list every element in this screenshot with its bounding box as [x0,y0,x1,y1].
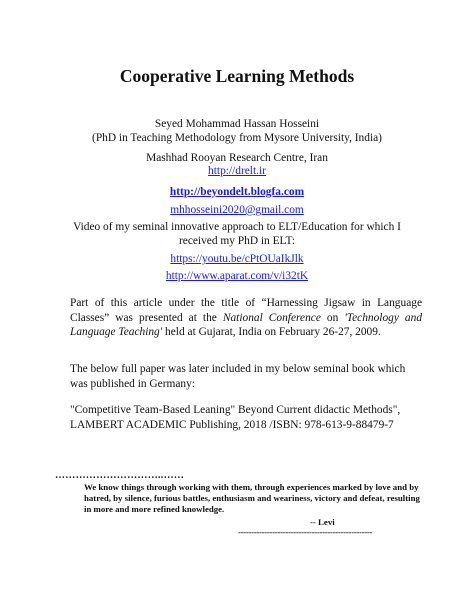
email-link[interactable]: mhhosseini2020@gmail.com [170,204,304,216]
conference-name: National Conference [222,311,321,324]
blog-link[interactable]: http://beyondelt.blogfa.com [169,186,305,198]
author-degree: (PhD in Teaching Methodology from Mysore University, India) [92,132,382,144]
conference-text-2: on [320,311,345,324]
conference-theme: 'Technology and Language Teaching' [70,311,423,338]
author-name: Seyed Mohammad Hassan Hosseini [154,118,320,130]
conference-text-3: held at Gujarat, India on February 26-27, 2009. [162,326,381,338]
document-title: Cooperative Learning Methods [119,66,355,86]
author-affiliation: Mashhad Rooyan Research Centre, Iran [146,152,328,164]
footnote-separator: …………………………..…… [55,470,185,481]
video-intro-line1: Video of my seminal innovative approach to ELT/Education for which I [73,221,401,233]
aparat-link[interactable]: http://www.aparat.com/v/i32tK [165,270,309,282]
footnote-rule: --------------------------------------------------- [238,527,373,537]
aparat-link-row [0,269,474,283]
affiliation-link[interactable]: http://drelt.ir [208,165,266,177]
book-intro: The below full paper was later included in my below seminal book which was published in Germany: [70,363,406,390]
video-intro-line2: received my PhD in ELT: [178,235,296,247]
footnote-quote: We know things through working with them, through experiences marked by love and by hatred, by silence, furious battles, enthusiasm and weariness, victory and defeat, resulting in more and more refined knowledge. [84,482,420,515]
conference-text-1: Part of this article under the title of “Harnessing Jigsaw in Language Classes” was presented at the [70,297,422,324]
blog-link-row [0,185,474,199]
affiliation-link-row [0,164,474,178]
book-reference: "Competitive Team-Based Leaning" Beyond Current didactic Methods", LAMBERT ACADEMIC Publishing, 2018 /ISBN: 978-613-9-88479-7 [70,404,401,431]
conference-paragraph [70,296,422,340]
youtube-link[interactable]: https://youtu.be/cPtOUaIkJlk [170,253,304,265]
youtube-link-row [0,252,474,266]
quote-signature: -- Levi [310,517,335,527]
email-link-row [0,203,474,217]
